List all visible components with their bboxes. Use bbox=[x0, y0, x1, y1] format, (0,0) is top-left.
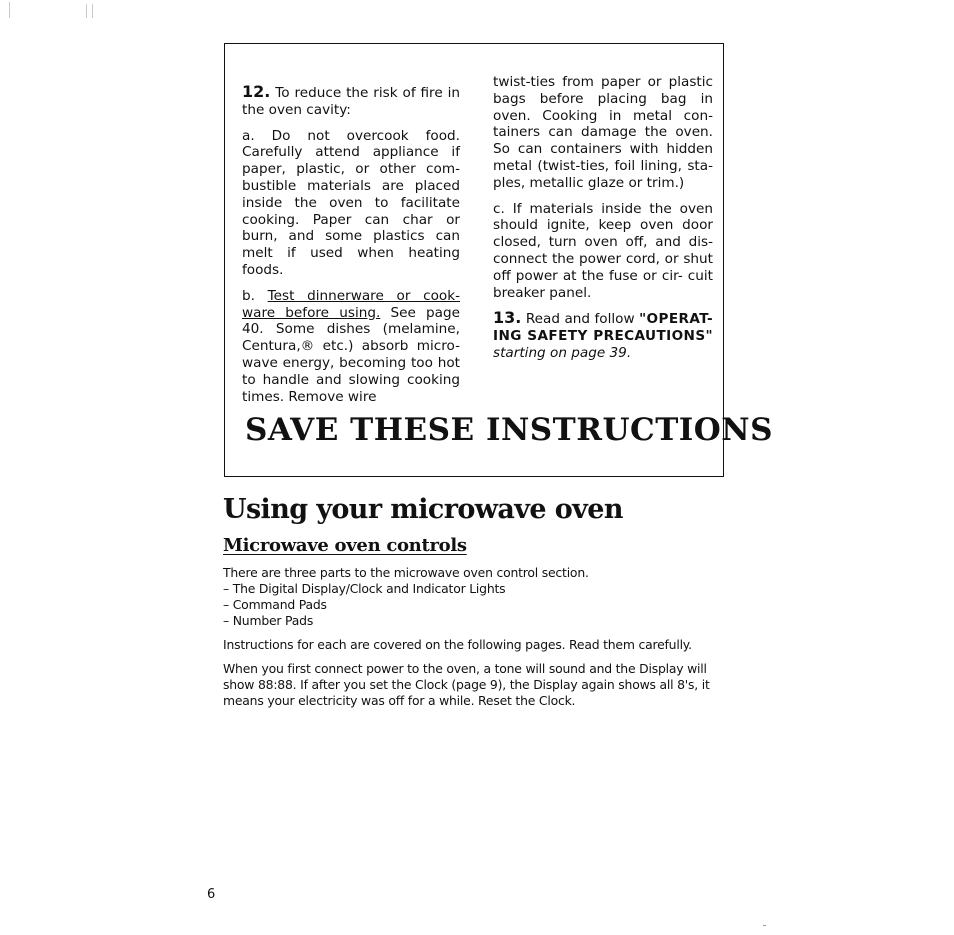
item-12-b-continued: twist-ties from paper or plastic bags before placing bag in oven. Cooking in metal con- tainers can damage the oven. So can containers with hidden metal (twist-ties, foil lining, sta- ples, metallic glaze or trim.) bbox=[493, 74, 713, 191]
save-instructions-banner: SAVE THESE INSTRUCTIONS bbox=[245, 412, 774, 448]
right-column bbox=[493, 74, 713, 371]
scan-mark bbox=[9, 2, 10, 18]
item-12-b-prefix: b. bbox=[242, 287, 268, 304]
section-body bbox=[223, 565, 728, 717]
section-subtitle: Microwave oven controls bbox=[223, 535, 467, 556]
item-12-a: a. Do not overcook food. Carefully attend appliance if paper, plastic, or other com- bustible materials are placed inside the oven to facilitate cooking. Paper can char or burn, and some plastics can melt if used when heating foods. bbox=[242, 127, 460, 278]
left-column bbox=[242, 84, 460, 405]
controls-intro: There are three parts to the microwave oven control section. bbox=[223, 565, 589, 580]
scan-mark bbox=[763, 925, 766, 926]
page-number: 6 bbox=[207, 887, 216, 902]
item-12-intro: To reduce the risk of fire in the oven cavity: bbox=[242, 85, 461, 118]
item-13 bbox=[493, 310, 713, 361]
item-12-number: 12. bbox=[242, 82, 271, 101]
section-title: Using your microwave oven bbox=[223, 494, 623, 525]
control-part: – Command Pads bbox=[223, 597, 327, 612]
instructions-paragraph: Instructions for each are covered on the following pages. Read them carefully. bbox=[223, 637, 692, 652]
scan-mark bbox=[92, 4, 93, 18]
control-part: – Number Pads bbox=[223, 613, 314, 628]
control-part: – The Digital Display/Clock and Indicator Lights bbox=[223, 581, 506, 596]
item-12 bbox=[242, 84, 460, 119]
item-12-b bbox=[242, 288, 460, 406]
item-13-number: 13. bbox=[493, 308, 522, 328]
item-13-caps: "OPERAT- ING SAFETY PRECAUTIONS" bbox=[493, 311, 713, 345]
item-12-c: c. If materials inside the oven should ignite, keep oven door closed, turn oven off, and dis- connect the power cord, or shut off power at the fuse or cir- cuit breaker panel. bbox=[493, 200, 713, 301]
item-12-b-rest: See page 40. Some dishes (melamine, Centura,® etc.) absorb micro- wave energy, becoming too hot to handle and slowing cooking times. Remove wire bbox=[242, 304, 460, 405]
item-13-lead: Read and follow bbox=[525, 311, 640, 328]
safety-instructions-box bbox=[224, 43, 774, 477]
power-paragraph: When you first connect power to the oven, a tone will sound and the Display will show 88:88. If after you set the Clock (page 9), the Display again shows all 8's, it means your electricity was off for a while. Reset the Clock. bbox=[223, 661, 710, 708]
item-13-tail: starting on page 39. bbox=[493, 344, 632, 361]
scan-mark bbox=[86, 4, 87, 18]
item-12-b-underlined: Test dinnerware or cook- ware before using. bbox=[242, 287, 460, 321]
